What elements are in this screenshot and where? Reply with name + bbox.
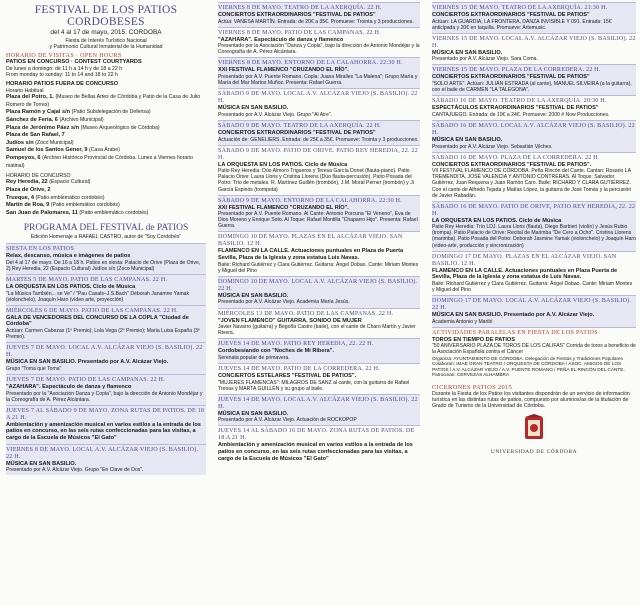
event-desc: Presentado por A.V. Puente Romano. Al Cante: Antonio Porcuna "El Veneno", Eva de Dios Moreno y Enrique Soto. Al Toque: Rafael Montilla "Chaparro Hijo". Presenta: Rafael Guerra.: [218, 211, 418, 230]
event-title: MÚSICA EN SAN BASILIO.: [432, 49, 503, 56]
event-title: LA ORQUESTA EN LOS PATIOS. Ciclo de Música: [218, 161, 348, 168]
actividades-lead: TOROS EN TIEMPO DE PATIOS: [432, 336, 515, 343]
event-title: "AZAHARA". Espectáculo de danza y flamenco: [6, 383, 132, 390]
event-title: Ambientación y amenización musical en varios estilos a la entrada de los patios en concurso, en las seis rutas confeccionadas para las visitas, a cargo de la Escuela de Músicos "El Gato": [6, 421, 201, 441]
event-item: [432, 95, 636, 120]
university-logo: [432, 413, 636, 455]
event-item: [432, 2, 636, 33]
event-date: SÁBADO 16 DE MAYO. PATIO DE ORIVE, PATIO REY HEREDIA, 22. 22 H.: [432, 203, 636, 217]
address-row: [6, 94, 206, 109]
event-date: VIERNES 8 DE MAYO. ENTORNO DE LA CALAHORRA. 22:30 H.: [218, 60, 403, 67]
event-item: [218, 231, 420, 275]
actividades-title: ACTIVIDADES PARALELAS EN FIESTA DE LOS PATIOS: [432, 329, 598, 336]
address-desc: (Patio emblemático cordobés): [50, 202, 120, 209]
event-date: JUEVES 14 DE MAYO. LOCAL A.V. ALCÁZAR VIEJO (S. BASILIO). 22 H.: [218, 396, 418, 410]
address-row: [6, 125, 206, 133]
address-name: Sánchez de Feria, 6: [6, 116, 58, 123]
event-title: CONCIERTOS ESTELARES "FESTIVAL DE PATIOS".: [218, 373, 357, 379]
address-row: [6, 117, 206, 125]
event-desc: Presentado por A.V. Alcázar Viejo. Sebastián Vilches.: [432, 143, 553, 150]
address-name: Plaza de San Rafael, 7: [6, 132, 65, 139]
event-item: [218, 145, 420, 195]
event-date: SÁBADO 9 DE MAYO. TEATRO DE LA AXERQUÍA. 22 H.: [218, 122, 381, 129]
event-item: [6, 405, 206, 444]
event-desc: Presentado por la Asociación "Danza y Copla", bajo la dirección de Antonio Mondéjar y la Coreografía de A. Pérez Alcántara.: [218, 43, 420, 56]
event-desc: Presentado por A.V. Puente Romano. Copla: Juana Miralles "La Malena"; Grupo María y María del Mar Martos Muñoz. Presenta: Rafael Guerra.: [218, 74, 418, 87]
address-name: Plaza de Jerónimo Páez s/n: [6, 124, 80, 131]
event-title: MÚSICA EN SAN BASILIO. Presentado por A.V. Alcázar Viejo.: [432, 312, 595, 319]
address-desc: (Museo de Bellas Artes de Córdoba y Patio de la Casa de Julio Romero de Torres): [6, 94, 201, 108]
address-row: [6, 132, 206, 140]
event-title: CONCIERTOS EXTRAORDINARIOS "FESTIVAL DE PATIOS": [218, 129, 376, 136]
fuera-sub: Horario Habitual: [6, 88, 44, 94]
event-title: CONCIERTOS EXTRAORDINARIOS "FESTIVAL DE PATIOS": [218, 12, 376, 18]
event-date: VIERNES 15 DE MAYO. TEATRO DE LA AXERQUÍA. 21:30 H.: [432, 5, 608, 11]
address-name: Martín de Roa, 9: [6, 202, 50, 209]
address-desc: (Patio emblemático cordobés): [35, 194, 105, 201]
address-name: Pompeyos, 6: [6, 154, 41, 161]
event-item: [218, 88, 420, 120]
event-title: Relax, descanso, música e imágenes de patios: [6, 253, 131, 260]
event-date: VIERNES 8 DE MAYO. PATIO DE LAS CAMPANAS. 22 H.: [218, 29, 381, 36]
event-title: MÚSICA EN SAN BASILIO. Presentado por A.V. Alcázar Viejo.: [6, 359, 169, 366]
event-item: [432, 120, 636, 152]
address-row: [6, 187, 206, 195]
event-item: [432, 33, 636, 65]
event-desc: Presentado por la "Asociación Danza y Copla", bajo la dirección de Antonio Mondéjar y la Coreografía de A. Pérez Alcántara.: [6, 390, 203, 403]
address-row: [6, 210, 206, 218]
visit-hours-title: HORARIO DE VISITAS · OPEN HOURS: [6, 53, 122, 60]
event-item: [432, 201, 636, 251]
concurso-title: HORARIO DE CONCURSO: [6, 173, 71, 180]
event-desc: Presentado por A.V. Alcázar Viejo. Sara Coma.: [432, 56, 538, 63]
event-title: FLAMENCO EN LA CALLE. Actuaciones puntuales en Plaza Puerta de Sevilla, Plaza de la Iglesia y zona estatua de Luis Navas.: [432, 267, 618, 281]
event-desc: CANTAJUEGO. Entrada: de 19€ a 24€. Promueve: 2000 # Now Producciones.: [432, 111, 610, 118]
event-date: VIERNES 8 DE MAYO. TEATRO DE LA AXERQUÍA. 22 H.: [218, 5, 382, 11]
event-desc: Actúa: VANESA MARTÍN. Entrada: de 20€ a 35€. Promueve: Trointa y 3 producciones.: [218, 18, 414, 25]
column-middle: [214, 0, 424, 606]
address-name: Judíos s/n: [6, 139, 34, 146]
event-desc: "La Música También... se Ve" / "Pau Casals–J.S.Bach" Déborah Janamne Yamak (violonchelo), Joaquín Haro (vídeo arte, proyección): [6, 290, 190, 303]
event-desc: Baile: Richard Gutiérrez y Clara Gutiérrez. Guitarra: Ángel Dobao. Cante: Miriam Montes y Miguel del Pino: [218, 261, 419, 274]
event-title: MÚSICA EN SAN BASILIO.: [218, 292, 289, 299]
address-desc: (Zoco Municipal): [35, 139, 74, 146]
event-title: Cordobesiando con "Noches de Mi Ribera".: [218, 348, 334, 355]
event-item: [218, 363, 420, 394]
event-date: JUEVES 7 AL SÁBADO 9 DE MAYO. ZONA RUTAS DE PATIOS. DE 18 A 21 H.: [6, 407, 205, 421]
events-list-left: [6, 243, 206, 475]
event-title: GALA DE VENCEDORES DEL CONCURSO DE LA COPLA "Ciudad de Córdoba": [6, 314, 189, 328]
festival-title: FESTIVAL DE LOS PATIOS CORDOBESES: [34, 4, 178, 28]
event-desc: Presentado por A.V. Alcázar Viejo. Academia María Jesús.: [218, 299, 350, 306]
event-date: SÁBADO 16 DE MAYO. PLAZA DE LA CORREDERA. 22 H.: [432, 154, 600, 161]
event-desc: Patio Rey Heredia: Trío LDJ. Laura Lloris (flauta), Diego Barbieri (violín) y Jesús Rubio (trompa). Patio Palacio de Orive: Recital de Marimba "De Cero a Ocho". Cristina Llorens (marimba). Patio Posada del Potro: Deborah Jasmine Yamak (violonchelo) y Joaquín Haro (vídeo-arte, producción y sincronización): [432, 224, 636, 249]
events-list-middle: [218, 2, 420, 464]
event-desc: Actúan: Carmen Cabezas (1º Premio); Lola Vega (2º Premio); María Luisa España (3º Premio).: [6, 328, 200, 341]
event-date: DOMINGO 17 DE MAYO. LOCAL A.V. ALCÁZAR VIEJO (S. BASILIO). 22 H.: [432, 298, 632, 312]
event-date: VIERNES 15 DE MAYO. LOCAL A.V. ALCÁZAR VIEJO (S. BASILIO). 22 H.: [432, 35, 636, 49]
address-name: Plaza Ramón y Cajal s/n: [6, 109, 71, 116]
cicerones-desc: Durante la Fiesta de los Patios los visitantes dispondrán de un servicio de información turística en las distintas rutas de patios, compuesto por alumnos/as de la titulación de Grado de Turismo de la Universidad de Córdoba.: [432, 390, 630, 410]
event-date: SÁBADO 9 DE MAYO. ENTORNO DE LA CALAHORRA. 22:30 H.: [218, 197, 402, 204]
address-name: Samuel de los Santos Gener, 9: [6, 147, 88, 154]
university-crest-icon: [519, 413, 549, 443]
event-item: [218, 338, 420, 363]
address-desc: (Archivo Municipal): [59, 116, 104, 123]
festival-note: [6, 38, 206, 50]
fuera-list: [6, 94, 206, 170]
programa-subtitle: Edición Homenaje a RAFAEL CASTRO, autor de "Soy Cordobés": [30, 234, 182, 241]
event-date: JUEVES 14 DE MAYO. PATIO REY HEREDIA, 22. 22 H.: [218, 341, 374, 348]
event-title: LA ORQUESTA EN LOS PATIOS. Ciclo de Música: [6, 284, 136, 291]
address-row: [6, 195, 206, 203]
event-title: XXI FESTIVAL FLAMENCO "CRUZANDO EL RÍO".: [218, 67, 349, 74]
event-desc: Presentado por A.V. Alcázar Viejo. Grupo "En Clave de Dos".: [6, 467, 144, 474]
address-desc: (Patio Subdelegación de Defensa): [71, 109, 151, 116]
event-desc: Actúan: LA GUARDIA, LA FRONTERA, DANZA INVISIBLE Y 091. Entrada: 15€ anticipada y 20€ en taquilla. Promueve: Artemusic.: [432, 18, 612, 31]
event-title: MÚSICA EN SAN BASILIO.: [432, 136, 503, 143]
event-item: [218, 27, 420, 58]
event-date: MIÉRCOLES 6 DE MAYO. PATIO DE LAS CAMPANAS. 22 H.: [6, 307, 178, 314]
event-date: MIÉRCOLES 13 DE MAYO. PATIO DE LAS CAMPANAS. 22 H.: [218, 310, 394, 317]
event-title: LA ORQUESTA EN LOS PATIOS. Ciclo de Música: [432, 217, 562, 224]
event-desc: Patio Rey Heredia: Dúo Almoro Trigueros y Teresa García Donet (flauta-piano). Patio Palacio Orive: Laura Lloris y Cristina Llorens (Dúo flauta-percusión). Patio Posada del Potro: Trío de metales. R. Martínez Guillén (trombón), J.M. Moral Perner (trombón) y Ji García Espinós (trompeta): [218, 168, 414, 193]
column-right: [428, 0, 640, 606]
event-title: FLAMENCO EN LA CALLE. Actuaciones puntuales en Plaza de Puerta Sevilla, Plaza de la Iglesia y zona estatua Luis Navas.: [218, 248, 404, 262]
event-title: CONCIERTOS EXTRAORDINARIOS "FESTIVAL DE PATIOS": [432, 74, 590, 81]
event-item: [6, 374, 206, 405]
event-item: [432, 251, 636, 295]
address-row: [6, 147, 206, 155]
note-line: Fiesta de Interés Turístico Nacional: [65, 38, 147, 44]
events-list-right: [432, 2, 636, 327]
event-desc: Grupo "Toma que Toma": [6, 365, 62, 372]
event-item: [218, 2, 420, 27]
event-desc: "SOLO ARTE". Actúan: JULIÁN ESTRADA (al cante), MANUEL SILVEIRA (a la guitarra), con el baile de CARMEN "LA TALEGONA".: [432, 81, 632, 94]
event-item: [6, 243, 206, 274]
event-date: JUEVES 7 DE MAYO. PATIO DE LAS CAMPANAS. 22 H.: [6, 376, 165, 383]
event-item: [218, 394, 420, 426]
event-date: SÁBADO 9 DE MAYO. PATIO DE ORIVE. PATIO REY HEREDIA, 22. 22 H.: [218, 147, 418, 161]
event-item: [218, 308, 420, 339]
event-item: [218, 425, 420, 464]
event-date: MARTES 5 DE MAYO. PATIO DE LAS CAMPANAS. 22 H.: [6, 277, 168, 284]
event-desc: Del 4 al 17 de mayo. De 16 a 18 h. Patios en siesta: Palacio de Orive (Plaza de Orive, 2) Rey Heredia, 22 (Espacio Cultural) Judíos s/n (Zoco Municipal): [6, 259, 201, 272]
event-desc: Actuación de: GENELIERS. Entrada: de 25€ a 35€. Promueve: Trointa y 3 producciones.: [218, 136, 419, 143]
event-item: [6, 305, 206, 342]
address-name: Trueque, 4: [6, 194, 34, 201]
event-date: DOMINGO 10 DE MAYO. PLAZAS EN EL ALCÁZAR VIEJO. SAN BASILIO. 12 H.: [218, 234, 403, 248]
address-row: [6, 202, 206, 210]
event-item: [218, 120, 420, 145]
address-row: [6, 155, 206, 170]
event-desc: Serenata popular de primavera.: [218, 354, 290, 361]
cicerones-title: CICERONES PATIOS 2015: [432, 383, 513, 391]
address-row: [6, 109, 206, 117]
address-name: Plaza del Potro, 1.: [6, 94, 54, 101]
event-title: CONCIERTOS EXTRAORDINARIOS "FESTIVAL DE PATIOS".: [432, 161, 592, 168]
event-date: VIERNES 8 DE MAYO. LOCAL A.V. ALCÁZAR VIEJO (S. BASILIO). 22 H.: [6, 446, 199, 460]
address-row: [6, 179, 206, 187]
event-desc: Academia Antonio y Maribí: [432, 318, 493, 325]
fuera-title: HORARIO PATIOS FUERA DE CONCURSO: [6, 81, 119, 88]
event-date: JUEVES 7 DE MAYO. LOCAL A.V. ALCÁZAR VIEJO (S. BASILIO). 22 H.: [6, 345, 203, 359]
event-date: JUEVES 14 DE MAYO. PATIO DE LA CORREDERA. 22 H.: [218, 366, 380, 372]
event-item: [6, 342, 206, 374]
address-name: San Juan de Palomares, 11: [6, 209, 78, 216]
event-title: MÚSICA EN SAN BASILIO.: [218, 105, 289, 112]
event-title: MÚSICA EN SAN BASILIO.: [218, 410, 289, 417]
event-date: SÁBADO 16 DE MAYO. TEATRO DE LA AXERQUÍA. 20:30 H.: [432, 98, 607, 105]
university-logo-text: UNIVERSIDAD DE CÓRDOBA: [490, 449, 578, 456]
address-name: Plaza de Orive, 2: [6, 186, 51, 193]
concurso-list: [6, 179, 206, 217]
event-item: [218, 276, 420, 308]
event-date: JUEVES 14 AL SÁBADO 16 DE MAYO. ZONA RUTAS DE PATIOS. DE 18 A 21 H.: [218, 428, 415, 442]
org-line: Colaboran: IMAE GRAN TEATRO / ORQUESTA DE CÓRDOBA / ASOC. AMIGOS DE LOS PATIOS / A.V. ALCÁZAR VIEJO / A.V. PUENTE ROMANO / PEÑA EL RINCÓN DEL CANTE.: [432, 361, 625, 372]
event-title: "AZAHARA". Espectáculo de danza y flamenco: [218, 36, 344, 43]
event-item: [6, 444, 206, 476]
event-date: SÁBADO 9 DE MAYO. LOCAL A.V. ALCÁZAR VIEJO (S. BASILIO). 22 H.: [218, 91, 418, 105]
event-item: [6, 274, 206, 305]
event-desc: Javier Navarro (guitarra) y Begoña Castro (baile), con el cante de Charo Martín y Javier Rivera.: [218, 324, 416, 337]
event-title: ESPECTÁCULOS EXTRAORDINARIOS "FESTIVAL DE PATIOS": [432, 105, 599, 112]
org-line: Patrocinan: CERVEZAS ALHAMBRA: [432, 372, 510, 378]
address-desc: (Patio emblemático cordobés): [79, 209, 149, 216]
event-item: [432, 152, 636, 201]
event-title: CONCIERTOS EXTRAORDINARIOS "FESTIVAL DE PATIOS": [432, 12, 590, 18]
event-desc: VII FESTIVAL FLAMENCO DE CÓRDOBA. Peña Rincón del Cante. Cantan: Rosario LA TREMENDITA, JOSÉ VALENCIA Y ANTONIO CONTRERAS. Al Toque: Salvador Gutiérrez, Juan Requena y Juan Ramón Caro. Baile: RICHARD Y CLARA GUTIÉRREZ. Con el cante de Alfredo Tejada y Matías López, la guitarra de José Tomás y la percusión de Javier Rabadán.: [432, 168, 632, 199]
event-date: VIERNES 15 DE MAYO. PLAZA DE LA CORREDERA. 22 H.: [432, 67, 601, 74]
event-date: DOMINGO 17 DE MAYO. PLAZAS EN EL ALCÁZAR VIEJO. SAN BASILIO. 12 H.: [432, 253, 617, 267]
festival-dates: del 4 al 17 de mayo, 2015. CORDOBA: [50, 29, 162, 36]
event-title: Ambientación y amenización musical en varios estilos a la entrada de los patios en concurso, en las seis rutas confeccionadas para las visitas, a cargo de la Escuela de Músicos "El Gato": [218, 442, 413, 462]
address-desc: (Archivo Histórico Provincial de Córdoba. Lunes a Viernes horario matinal): [6, 154, 194, 169]
event-item: [432, 64, 636, 95]
visit-line: From monday to sunday: 11 to 14 and 18 to 22 h: [6, 72, 118, 79]
visit-line: De lunes a domingo: de 11 h a 14 h y de 18 a 22 h: [6, 66, 123, 72]
programa-title: PROGRAMA DEL FESTIVAL de PATIOS: [23, 223, 189, 234]
event-desc: Baile: Richard Gutiérrez y Clara Gutiérrez. Guitarra: Ángel Dobao. Cante: Miriam Montes y Miguel del Pino: [432, 280, 633, 293]
event-desc: Presentado por A.V. Alcázar Viejo. Grupo "Al Aire".: [218, 111, 333, 118]
event-date: SIESTA EN LOS PATIOS: [6, 246, 75, 253]
event-desc: "MUJERES FLAMENCAS": MILAGROS DE SANZ al cante, con la guitarra de Rafael Trenas y MARTA GUILLÉN y su grupo al baile.: [218, 379, 410, 392]
event-date: DOMINGO 10 DE MAYO. LOCAL A.V. ALCÁZAR VIEJO (S. BASILIO). 22 H.: [218, 278, 418, 292]
event-date: SÁBADO 16 DE MAYO. LOCAL A.V. ALCÁZAR VIEJO (S. BASILIO). 22 H.: [432, 122, 635, 136]
visit-hours-subtitle: PATIOS EN CONCURSO · CONTEST COURTYARDS: [6, 59, 142, 66]
event-item: [218, 57, 420, 88]
event-item: [432, 295, 636, 327]
event-title: XXI FESTIVAL FLAMENCO "CRUZANDO EL RÍO".: [218, 204, 349, 211]
address-desc: (Casa Árabe): [89, 147, 120, 154]
note-line: y Patrimonio Cultural Inmaterial de la Humanidad: [49, 44, 163, 51]
event-title: MÚSICA EN SAN BASILIO.: [6, 460, 77, 467]
address-desc: (Museo Arqueológico de Córdoba): [80, 124, 160, 131]
event-item: [218, 195, 420, 232]
actividades-desc: "50 ANIVERSARIO PLAZA DE TOROS DE LOS CALIFAS" Corrida de toros a beneficio de la Asociación Española contra el Cáncer: [432, 343, 636, 356]
address-name: Rey Heredia, 22: [6, 179, 48, 186]
address-desc: (Espacio Cultural): [49, 179, 91, 186]
event-desc: Presentado por A.V. Alcázar Viejo. Actuación de ROCKOPOP: [218, 417, 357, 424]
column-left: [0, 0, 210, 606]
actividades-section: [432, 327, 636, 380]
org-line: Organiza: AYUNTAMIENTO DE CÓRDOBA. Delegación de Fiestas y Tradiciones Populares: [432, 355, 623, 361]
event-title: "JOVEN FLAMENCO" GUITARRA, SONIDO DE MUJER: [218, 317, 362, 324]
